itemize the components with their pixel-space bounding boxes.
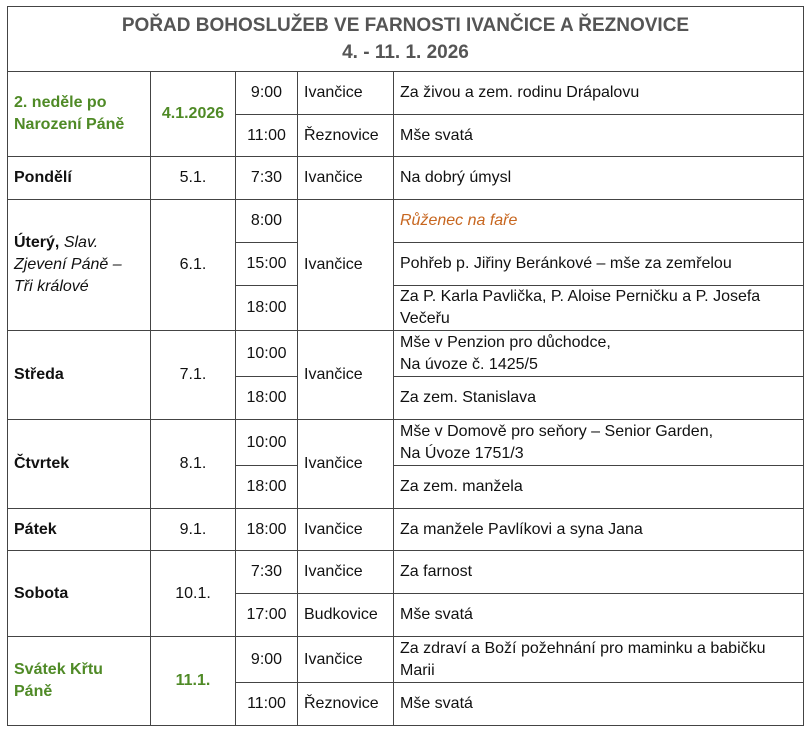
place-cell: Ivančice bbox=[298, 200, 394, 331]
intention-cell: Za zem. manžela bbox=[394, 466, 804, 509]
intention-cell bbox=[394, 420, 804, 466]
time-cell: 15:00 bbox=[236, 243, 298, 286]
time-cell: 9:00 bbox=[236, 72, 298, 115]
intention-line: Na úvoze č. 1425/5 bbox=[400, 355, 538, 373]
intention-cell: Za zdraví a Boží požehnání pro maminku a babičku Marii bbox=[394, 637, 804, 683]
table-row bbox=[8, 637, 804, 683]
place-cell: Ivančice bbox=[298, 331, 394, 420]
time-cell: 8:00 bbox=[236, 200, 298, 243]
intention-cell: Na dobrý úmysl bbox=[394, 157, 804, 200]
place-cell: Ivančice bbox=[298, 420, 394, 509]
intention-cell: Za zem. Stanislava bbox=[394, 377, 804, 420]
intention-cell: Pohřeb p. Jiřiny Beránkové – mše za zemřelou bbox=[394, 243, 804, 286]
time-cell: 10:00 bbox=[236, 331, 298, 377]
intention-line: Mše v Domově pro seňory – Senior Garden, bbox=[400, 422, 714, 440]
intention-cell: Za farnost bbox=[394, 551, 804, 594]
time-cell: 7:30 bbox=[236, 551, 298, 594]
place-cell: Ivančice bbox=[298, 551, 394, 594]
day-cell: Svátek Křtu Páně bbox=[8, 637, 151, 726]
table-row bbox=[8, 331, 804, 377]
day-cell: Pondělí bbox=[8, 157, 151, 200]
date-cell: 5.1. bbox=[151, 157, 236, 200]
header-row bbox=[8, 7, 804, 72]
place-cell: Ivančice bbox=[298, 637, 394, 683]
intention-cell: Růženec na faře bbox=[394, 200, 804, 243]
time-cell: 10:00 bbox=[236, 420, 298, 466]
date-cell: 10.1. bbox=[151, 551, 236, 637]
place-cell: Ivančice bbox=[298, 72, 394, 115]
date-cell: 11.1. bbox=[151, 637, 236, 726]
day-name: Úterý, bbox=[14, 234, 60, 251]
intention-cell bbox=[394, 331, 804, 377]
intention-line: Mše v Penzion pro důchodce, bbox=[400, 333, 611, 351]
time-cell: 18:00 bbox=[236, 377, 298, 420]
intention-line: Na Úvoze 1751/3 bbox=[400, 444, 524, 462]
title-line-2: 4. - 11. 1. 2026 bbox=[342, 42, 469, 63]
day-cell: 2. neděle po Narození Páně bbox=[8, 72, 151, 157]
time-cell: 17:00 bbox=[236, 594, 298, 637]
table-row bbox=[8, 200, 804, 243]
place-cell: Řeznovice bbox=[298, 683, 394, 726]
time-cell: 18:00 bbox=[236, 466, 298, 509]
date-cell: 4.1.2026 bbox=[151, 72, 236, 157]
time-cell: 9:00 bbox=[236, 637, 298, 683]
time-cell: 18:00 bbox=[236, 286, 298, 331]
day-cell: Sobota bbox=[8, 551, 151, 637]
time-cell: 11:00 bbox=[236, 683, 298, 726]
title-line-1: POŘAD BOHOSLUŽEB VE FARNOSTI IVANČICE A ŘEZNOVICE bbox=[121, 15, 690, 36]
day-cell: Čtvrtek bbox=[8, 420, 151, 509]
date-cell: 9.1. bbox=[151, 509, 236, 551]
day-cell: Pátek bbox=[8, 509, 151, 551]
date-cell: 8.1. bbox=[151, 420, 236, 509]
intention-cell: Mše svatá bbox=[394, 683, 804, 726]
page-title bbox=[8, 7, 804, 72]
table-row bbox=[8, 157, 804, 200]
table-row bbox=[8, 72, 804, 115]
table-row bbox=[8, 509, 804, 551]
table-row bbox=[8, 420, 804, 466]
day-cell: Středa bbox=[8, 331, 151, 420]
time-cell: 11:00 bbox=[236, 115, 298, 157]
time-cell: 7:30 bbox=[236, 157, 298, 200]
intention-cell: Mše svatá bbox=[394, 594, 804, 637]
place-cell: Budkovice bbox=[298, 594, 394, 637]
time-cell: 18:00 bbox=[236, 509, 298, 551]
table-row bbox=[8, 551, 804, 594]
intention-cell: Za manžele Pavlíkovi a syna Jana bbox=[394, 509, 804, 551]
day-cell bbox=[8, 200, 151, 331]
intention-cell: Mše svatá bbox=[394, 115, 804, 157]
place-cell: Ivančice bbox=[298, 509, 394, 551]
date-cell: 6.1. bbox=[151, 200, 236, 331]
place-cell: Řeznovice bbox=[298, 115, 394, 157]
date-cell: 7.1. bbox=[151, 331, 236, 420]
intention-cell: Za P. Karla Pavlička, P. Aloise Perničku a P. Josefa Večeřu bbox=[394, 286, 804, 331]
schedule-table bbox=[7, 6, 804, 726]
intention-cell: Za živou a zem. rodinu Drápalovu bbox=[394, 72, 804, 115]
place-cell: Ivančice bbox=[298, 157, 394, 200]
feast-name: Slav. Zjevení Páně – Tři králové bbox=[14, 234, 122, 295]
